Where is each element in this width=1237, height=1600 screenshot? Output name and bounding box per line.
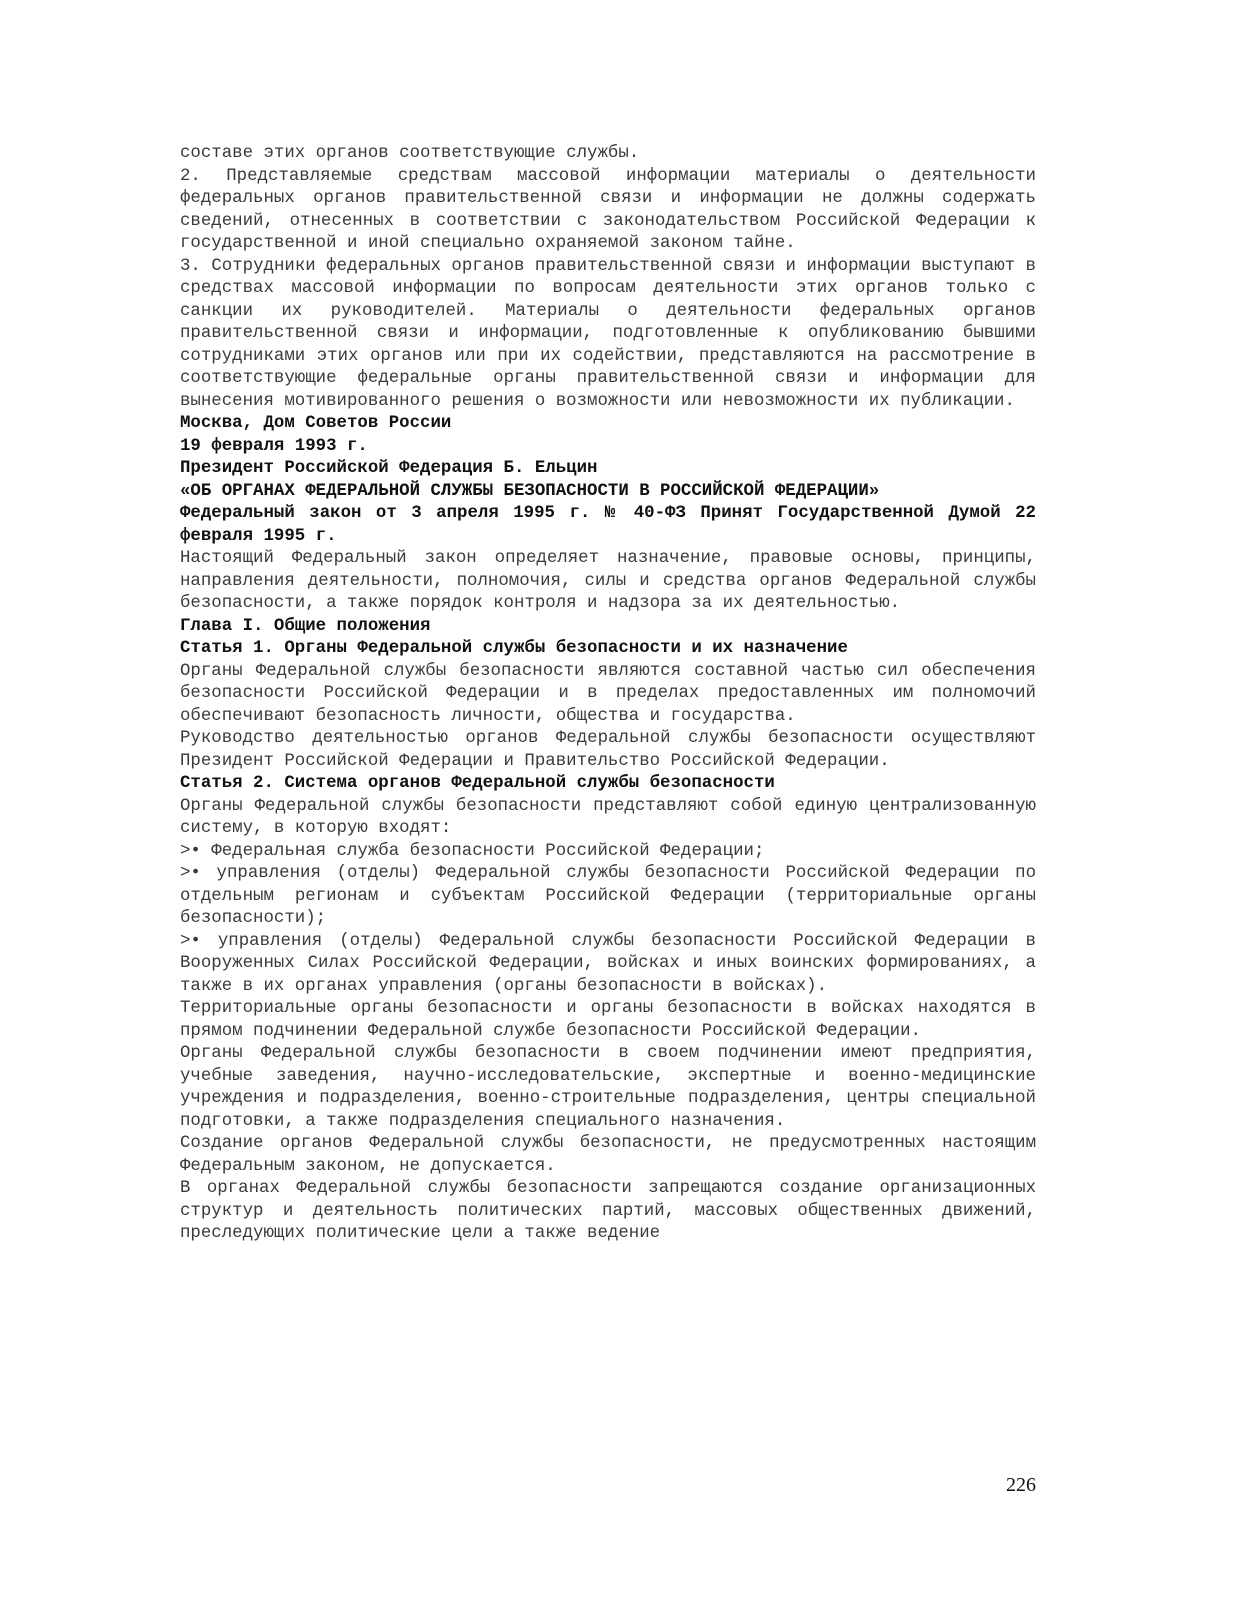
- list-item: >• управления (отделы) Федеральной службы безопасности Российской Федерации по отдельным регионам и субъектам Российской Федерации (территориальные органы безопасности);: [180, 864, 1036, 928]
- paragraph: Создание органов Федеральной службы безопасности, не предусмотренных настоящим Федеральным законом, не допускается.: [180, 1134, 1036, 1176]
- paragraph: 2. Представляемые средствам массовой информации материалы о деятельности федеральных органов правительственной связи и информации не должны содержать сведений, отнесенных в соответствии с законодательством Российской Федерации к государственной и иной специально охраняемой законом тайне.: [180, 166, 1036, 253]
- paragraph: Руководство деятельностью органов Федеральной службы безопасности осуществляют Президент Российской Федерации и Правительство Российской Федерации.: [180, 729, 1036, 771]
- paragraph: В органах Федеральной службы безопасности запрещаются создание организационных структур и деятельность политических партий, массовых общественных движений, преследующих политические цели а также ведение: [180, 1179, 1036, 1243]
- paragraph: составе этих органов соответствующие службы.: [180, 144, 640, 163]
- paragraph: Органы Федеральной службы безопасности представляют собой единую централизованную систему, в которую входят:: [180, 796, 1036, 838]
- paragraph: Территориальные органы безопасности и органы безопасности в войсках находятся в прямом подчинении Федеральной службе безопасности Российской Федерации.: [180, 999, 1036, 1041]
- document-body: [180, 143, 1036, 1246]
- law-title: «ОБ ОРГАНАХ ФЕДЕРАЛЬНОЙ СЛУЖБЫ БЕЗОПАСНОСТИ В РОССИЙСКОЙ ФЕДЕРАЦИИ»: [180, 481, 880, 501]
- signature-president: Президент Российской Федерация Б. Ельцин: [180, 459, 598, 478]
- chapter-heading: Глава I. Общие положения: [180, 616, 431, 636]
- article-heading: Статья 2. Система органов Федеральной службы безопасности: [180, 774, 775, 793]
- paragraph: Органы Федеральной службы безопасности в своем подчинении имеют предприятия, учебные заведения, научно-исследовательские, экспертные и военно-медицинские учреждения и подразделения, военно-строительные подразделения, центры специальной подготовки, а также подразделения специального назначения.: [180, 1044, 1036, 1131]
- paragraph: Настоящий Федеральный закон определяет назначение, правовые основы, принципы, направления деятельности, полномочия, силы и средства органов Федеральной службы безопасности, а также порядок контроля и надзора за их деятельностью.: [180, 549, 1036, 613]
- list-item: >• управления (отделы) Федеральной службы безопасности Российской Федерации в Вооруженных Силах Российской Федерации, войсках и иных воинских формированиях, а также в их органах управления (органы безопасности в войсках).: [180, 931, 1036, 996]
- page-number: 226: [1006, 1474, 1036, 1496]
- signature-place: Москва, Дом Советов России: [180, 414, 452, 433]
- paragraph: Органы Федеральной службы безопасности являются составной частью сил обеспечения безопасности Российской Федерации и в пределах предоставленных им полномочий обеспечивают безопасность личности, общества и государства.: [180, 661, 1036, 726]
- paragraph: 3. Сотрудники федеральных органов правительственной связи и информации выступают в средствах массовой информации по вопросам деятельности этих органов только с санкции их руководителей. Материалы о деятельности федеральных органов правительственной связи и информации, подготовленные к опубликованию бывшими сотрудниками этих органов или при их содействии, представляются на рассмотрение в соответствующие федеральные органы правительственной связи и информации для вынесения мотивированного решения о возможности или невозможности их публикации.: [180, 256, 1036, 411]
- signature-date: 19 февраля 1993 г.: [180, 436, 368, 456]
- list-item: >• Федеральная служба безопасности Российской Федерации;: [180, 841, 765, 861]
- law-reference: Федеральный закон от 3 апреля 1995 г. № 40-ФЗ Принят Государственной Думой 22 февраля 1995 г.: [180, 504, 1036, 546]
- article-heading: Статья 1. Органы Федеральной службы безопасности и их назначение: [180, 639, 848, 658]
